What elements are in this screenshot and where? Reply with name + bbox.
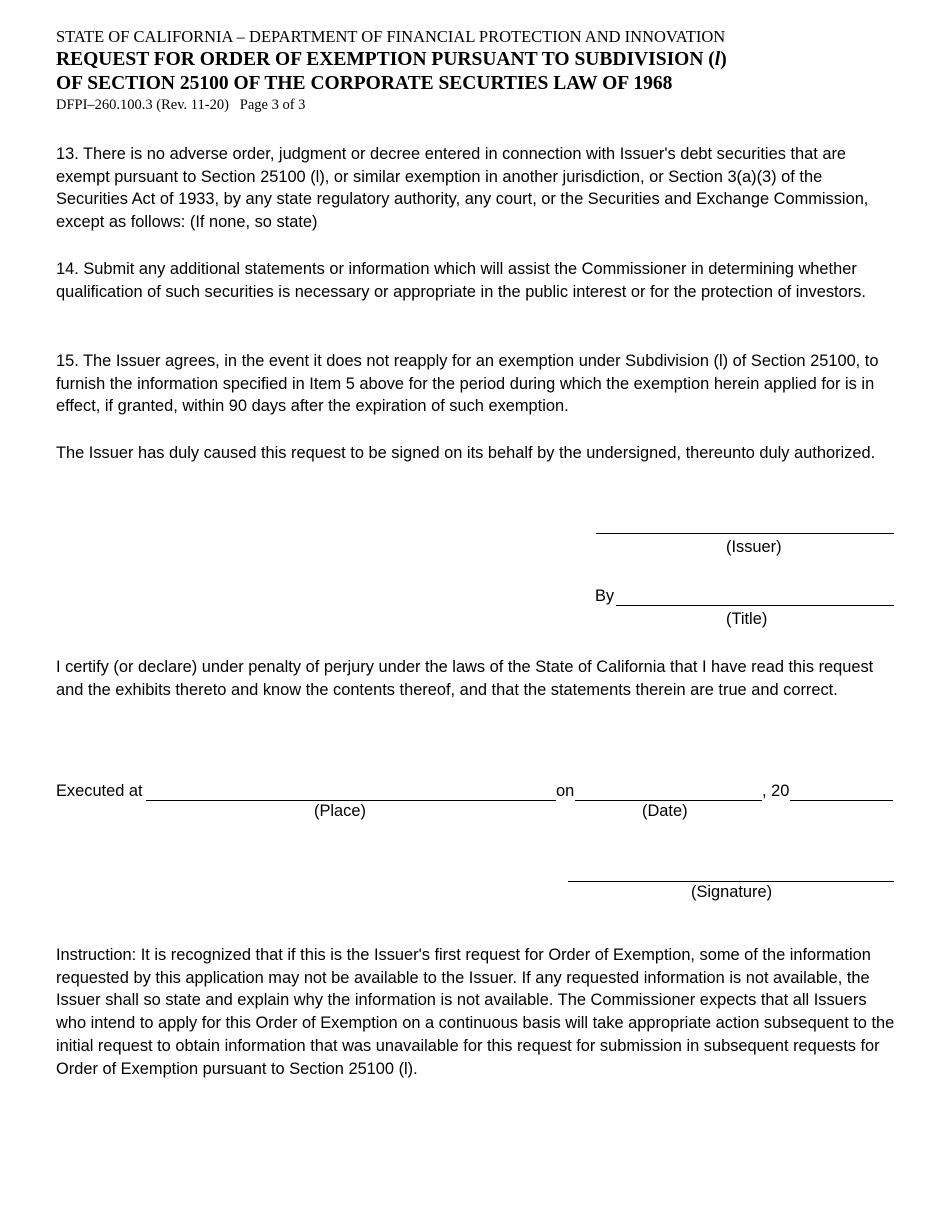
item-14-paragraph: 14. Submit any additional statements or information which will assist the Commissioner in determining whether qualification of such securities is necessary or appropriate in the public interest or for the protection of investors. [56, 260, 866, 301]
agency-name: STATE OF CALIFORNIA – DEPARTMENT OF FINANCIAL PROTECTION AND INNOVATION [56, 27, 726, 46]
title-caption: (Title) [726, 610, 768, 628]
by-signature-line[interactable] [616, 605, 894, 606]
issuer-signature-line[interactable] [596, 533, 894, 534]
form-title-line-2: OF SECTION 25100 OF THE CORPORATE SECURTIES LAW OF 1968 [56, 73, 673, 94]
authorization-paragraph: The Issuer has duly caused this request to be signed on its behalf by the undersigned, thereunto duly authorized. [56, 444, 876, 462]
signature-line[interactable] [568, 881, 894, 882]
executed-at-label: Executed at [56, 782, 143, 800]
form-title-line-1: REQUEST FOR ORDER OF EXEMPTION PURSUANT TO SUBDIVISION (l) [56, 49, 727, 70]
date-field-line[interactable] [575, 800, 762, 801]
instruction-paragraph: Instruction: It is recognized that if this is the Issuer's first request for Order of Exemption, some of the information requested by this application may not be available to the Issuer. If any requested information is not available, the Issuer shall so state and explain why the information is not available. The Commissioner expects that all Issuers who intend to apply for this Order of Exemption on a continuous basis will take appropriate action subsequent to the initial request to obtain information that was unavailable for this request for submission in subsequent requests for Order of Exemption pursuant to Section 25100 (l). [56, 946, 895, 1078]
signature-caption: (Signature) [691, 883, 773, 901]
form-number-page: DFPI–260.100.3 (Rev. 11-20) Page 3 of 3 [56, 97, 306, 113]
certification-paragraph: I certify (or declare) under penalty of perjury under the laws of the State of California that I have read this request and the exhibits thereto and know the contents thereof, and that the statements therein are true and correct. [56, 658, 874, 699]
issuer-caption: (Issuer) [726, 538, 782, 556]
item-13-paragraph: 13. There is no adverse order, judgment or decree entered in connection with Issuer's debt securities that are exempt pursuant to Section 25100 (l), or similar exemption in another jurisdiction, or Section 3(a)(3) of the Securities Act of 1933, by any state regulatory authority, any court, or the Securities and Exchange Commission, except as follows: (If none, so state) [56, 145, 869, 232]
year-field-line[interactable] [790, 800, 893, 801]
year-prefix-label: , 20 [762, 782, 790, 800]
item-15-paragraph: 15. The Issuer agrees, in the event it does not reapply for an exemption under Subdivision (l) of Section 25100, to furnish the information specified in Item 5 above for the period during which the exemption herein applied for is in effect, if granted, within 90 days after the expiration of such exemption. [56, 352, 879, 416]
by-label: By [595, 587, 615, 605]
place-field-line[interactable] [146, 800, 556, 801]
date-caption: (Date) [642, 802, 688, 820]
form-title [56, 48, 727, 96]
place-caption: (Place) [314, 802, 366, 820]
on-label: on [556, 782, 575, 800]
